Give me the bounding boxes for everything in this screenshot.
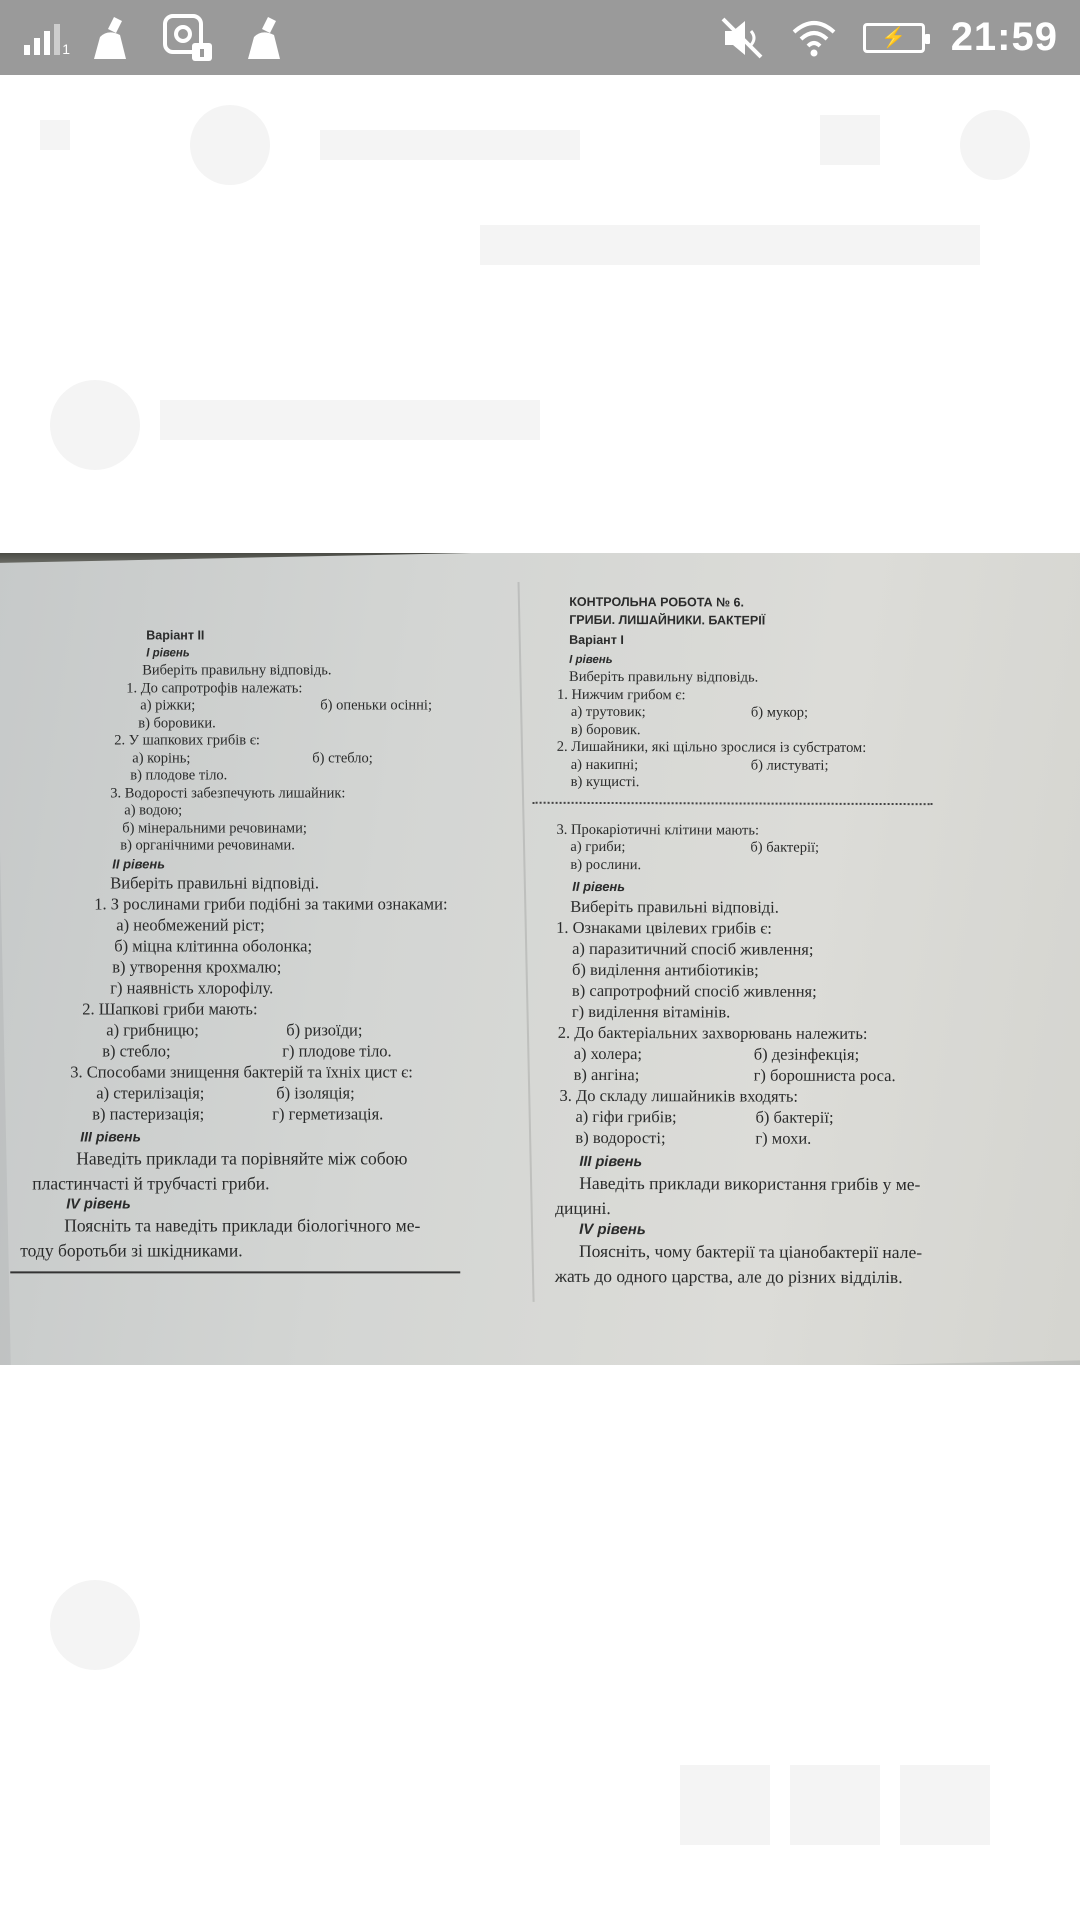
avatar <box>50 380 140 470</box>
test-subtitle: ГРИБИ. ЛИШАЙНИКИ. БАКТЕРІЇ <box>569 612 766 628</box>
question: 1. З рослинами гриби подібні за такими ознаками: <box>94 894 448 914</box>
answer-row <box>571 756 1011 775</box>
answer-row <box>570 839 1010 858</box>
answer-row <box>84 750 502 768</box>
answer: в) плодове тіло. <box>130 767 228 784</box>
answer-row <box>575 1105 1009 1128</box>
answer: в) ангіна; <box>573 1064 640 1084</box>
instruction: Виберіть правильну відповідь. <box>569 668 759 686</box>
answer-row <box>571 704 1011 723</box>
question: 2. До бактеріальних захворювань належить: <box>557 1022 868 1043</box>
task-text: Поясніть, чому бактерії та ціанобактерії нале- <box>578 1240 923 1262</box>
answer: г) мохи. <box>755 1128 812 1148</box>
level-heading: І рівень <box>146 646 190 659</box>
answer-row <box>575 1126 1009 1149</box>
level-heading: ІІ рівень <box>112 855 165 871</box>
question: 2. У шапкових грибів є: <box>114 732 260 749</box>
instruction: Виберіть правильні відповіді. <box>110 873 319 893</box>
variant-heading: Варіант І <box>569 632 624 648</box>
cleaner-icon <box>86 15 136 61</box>
answer: б) бактерії; <box>750 839 820 856</box>
answer: б) ризоїди; <box>286 1020 363 1040</box>
task-text: дицині. <box>555 1197 611 1219</box>
status-bar <box>0 0 1080 75</box>
answer: в) кущисті. <box>570 773 640 791</box>
answer: г) герметизація. <box>272 1104 384 1124</box>
question: 3. До складу лишайників входять: <box>559 1085 798 1106</box>
test-title: КОНТРОЛЬНА РОБОТА № 6. <box>569 594 744 610</box>
screenshot-lock-icon <box>162 13 214 63</box>
answer: а) грибницю; <box>106 1020 199 1040</box>
answer: б) мінеральними речовинами; <box>122 819 307 836</box>
variant-2-column <box>20 627 502 1281</box>
answer: б) бактерії; <box>755 1107 834 1127</box>
question: 3. Водорості забезпечують лишайник: <box>110 784 346 801</box>
instruction: Виберіть правильну відповідь. <box>142 662 332 679</box>
question: 1. До сапротрофів належать: <box>126 679 303 696</box>
answer: б) дезінфекція; <box>753 1044 860 1064</box>
answer: б) опеньки осінні; <box>320 697 432 714</box>
answer-row <box>574 1063 1010 1086</box>
question: 2. Шапкові гриби мають: <box>82 999 258 1019</box>
task-text: Наведіть приклади використання грибів у ме- <box>579 1172 921 1195</box>
question: 2. Лишайники, які щільно зрослися із субстратом: <box>556 738 867 756</box>
toolbar-icon <box>790 1765 880 1845</box>
answer: г) плодове тіло. <box>282 1041 392 1061</box>
text-placeholder <box>480 225 980 265</box>
mute-icon <box>719 15 765 61</box>
signal-icon <box>24 21 70 57</box>
answer: в) боровики. <box>138 714 216 731</box>
answer-row <box>48 1082 502 1103</box>
answer: г) виділення вітамінів. <box>571 1001 731 1021</box>
clock: 21:59 <box>950 15 1058 59</box>
question: 1. Нижчим грибом є: <box>556 686 686 703</box>
avatar <box>50 1580 140 1670</box>
answer: в) пастеризація; <box>92 1104 205 1124</box>
text-placeholder <box>160 400 540 440</box>
level-heading: IV рівень <box>66 1195 131 1212</box>
instruction: Виберіть правильні відповіді. <box>570 896 779 917</box>
variant-1-column <box>549 594 1011 1290</box>
question: 1. Ознаками цвілевих грибів є: <box>556 917 772 938</box>
variant-heading: Варіант ІІ <box>146 628 205 643</box>
answer: г) наявність хлорофілу. <box>110 978 274 998</box>
title-placeholder <box>320 130 580 160</box>
task-text: жать до одного царства, але до різних відділів. <box>554 1265 903 1287</box>
cleaner-icon <box>240 15 290 61</box>
document-paper <box>0 553 1080 1365</box>
answer: в) стебло; <box>102 1041 171 1061</box>
answer: в) рослини. <box>570 856 642 873</box>
level-heading: IV рівень <box>579 1220 646 1239</box>
answer-row <box>44 1103 502 1124</box>
answer: б) мукор; <box>750 704 809 721</box>
answer: а) необмежений ріст; <box>116 915 265 935</box>
level-heading: ІІІ рівень <box>80 1128 141 1145</box>
toolbar-icon <box>680 1765 770 1845</box>
answer: в) сапротрофний спосіб живлення; <box>571 980 817 1001</box>
answer: в) органічними речовинами. <box>120 837 295 854</box>
answer: в) утворення крохмалю; <box>112 957 282 977</box>
avatar <box>190 105 270 185</box>
answer: а) гіфи грибів; <box>575 1106 677 1126</box>
answer-row <box>92 697 502 715</box>
answer: а) трутовик; <box>570 703 646 721</box>
answer: б) ізоляція; <box>276 1083 355 1103</box>
answer: г) борошниста роса. <box>753 1065 896 1085</box>
cut-line <box>533 801 933 804</box>
question: 3. Способами знищення бактерій та їхніх цист є: <box>70 1062 413 1082</box>
level-heading: ІІ рівень <box>572 878 626 895</box>
task-text: пластинчасті й трубчасті гриби. <box>32 1172 270 1193</box>
level-heading: ІІІ рівень <box>579 1153 643 1170</box>
answer: а) стерилізація; <box>96 1083 205 1103</box>
sim-number: 1 <box>62 40 70 57</box>
page-fold <box>518 582 535 1302</box>
answer: б) виділення антибіотиків; <box>571 959 759 980</box>
answer: а) паразитичний спосіб живлення; <box>572 938 814 959</box>
answer: б) міцна клітинна оболонка; <box>114 936 313 956</box>
answer: а) корінь; <box>132 749 191 766</box>
photo-viewer-image[interactable] <box>0 553 1080 1365</box>
answer: а) ріжки; <box>140 697 196 714</box>
answer: в) водорості; <box>575 1127 666 1147</box>
answer: б) стебло; <box>312 749 373 766</box>
answer: а) водою; <box>124 802 183 819</box>
toolbar-icon <box>900 1765 990 1845</box>
answer: а) гриби; <box>570 838 626 856</box>
answer-row <box>574 1042 1010 1065</box>
answer-row <box>58 1019 502 1040</box>
wifi-icon <box>791 18 837 58</box>
task-text: Наведіть приклади та порівняйте між собою <box>76 1147 408 1168</box>
battery-charging-icon: ⚡ <box>863 23 925 53</box>
back-icon <box>40 120 70 150</box>
answer: а) накипні; <box>570 756 639 773</box>
level-heading: І рівень <box>569 653 613 666</box>
task-text: Поясніть та наведіть приклади біологічного ме- <box>64 1215 421 1236</box>
answer-row <box>54 1040 502 1061</box>
share-icon <box>820 115 880 165</box>
answer: б) листуваті; <box>750 757 829 774</box>
answer: в) боровик. <box>570 721 641 738</box>
more-icon <box>960 110 1030 180</box>
question: 3. Прокаріотичні клітини мають: <box>556 821 760 839</box>
answer: а) холера; <box>573 1043 643 1063</box>
task-text: тоду боротьби зі шкідниками. <box>20 1240 243 1261</box>
divider <box>10 1271 460 1273</box>
